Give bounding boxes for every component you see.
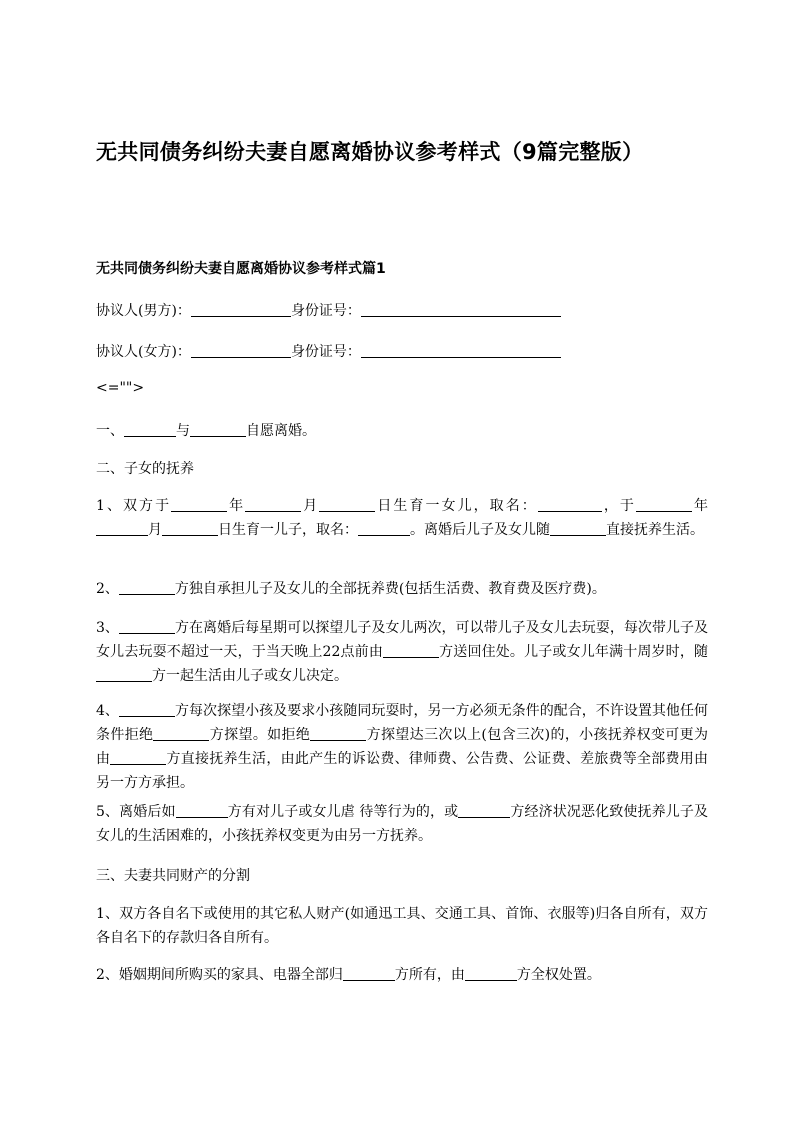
clause-text: 5、离婚后如 [96,804,176,820]
document-title: 无共同债务纠纷夫妻自愿离婚协议参考样式（9篇完整版） [96,140,644,164]
clause-1 [96,419,708,443]
male-party-line [96,299,708,323]
blank [153,724,209,741]
clause-2-5 [96,800,708,848]
clause-text: 方直接抚养生活，由此产生的诉讼费、律师费、公告费、公证费、差旅费等全部费用由另一方方承担。 [96,751,709,791]
blank [636,495,692,512]
clause-3-2 [96,963,708,987]
male-id-blank [361,300,561,317]
blank [124,420,176,437]
clause-text: 方探望达三次以上(包含三次)的，小孩抚养权变可更为由 [96,727,708,767]
clause-text: 3、 [96,620,119,636]
blank [96,519,148,536]
clause-text: 方经济状况恶化致使抚养儿子及女儿的生活困难的，小孩抚养权变更为由另一方抚养。 [96,804,708,844]
clause-text: 日生育一女儿，取名： [375,498,538,514]
clause-text: 方所有，由 [394,967,465,983]
clause-text: 方每次探望小孩及要求小孩随同玩耍时，另一方必须无条件的配合，不许设置其他任何条件拒绝 [96,703,708,743]
clause-text: 方全权处置。 [516,967,601,983]
blank [119,700,175,717]
clause-text: 方在离婚后每星期可以探望儿子及女儿两次，可以带儿子及女儿去玩耍，每次带儿子及女儿去玩耍不超过一天，于当天晚上22点前由 [96,620,708,660]
blank [319,495,375,512]
blank [190,420,246,437]
clause-2-1 [96,494,708,542]
clause-text: 方有对儿子或女儿虐 待等行为的，或 [227,804,459,820]
clause-text: 与 [176,423,190,439]
clause-text: 一、 [96,423,124,439]
clause-2-4 [96,699,708,795]
blank [465,964,517,981]
clause-2-3 [96,616,708,688]
clause-text: 月 [148,522,162,538]
female-name-blank [191,341,291,358]
clause-text: 方探望。如拒绝 [209,727,311,743]
female-party-line [96,340,708,364]
garbled-line: <=""> [96,380,145,396]
blank [245,495,301,512]
clause-text: 日生育一儿子，取名： [218,522,358,538]
blank [358,519,410,536]
clause-text: 。离婚后儿子及女儿随 [410,522,550,538]
clause-text: 年 [227,498,246,514]
female-id-blank [361,341,561,358]
male-name-blank [191,300,291,317]
blank [383,641,439,658]
clause-text: 年 [691,498,709,514]
male-party-label: 协议人(男方)： [96,303,191,319]
blank [119,617,175,634]
clause-text: 2、婚姻期间所购买的家具、电器全部归 [96,967,343,983]
clause-text: ，于 [601,498,636,514]
section-heading: 无共同债务纠纷夫妻自愿离婚协议参考样式篇1 [96,261,386,277]
female-party-label: 协议人(女方)： [96,344,191,360]
clause-text: 直接抚养生活。 [606,522,704,538]
blank [171,495,227,512]
blank [458,801,510,818]
clause-2-2 [96,577,708,601]
blank [110,748,166,765]
blank [310,724,366,741]
clause-3-1: 1、双方各自名下或使用的其它私人财产(如通迅工具、交通工具、首饰、衣服等)归各自所有，双方各自名下的存款归各自所有。 [96,906,708,946]
clause-2-heading: 二、子女的抚养 [96,461,194,477]
female-id-label: 身份证号： [290,344,361,360]
blank [119,578,175,595]
blank [176,801,228,818]
blank [162,519,218,536]
clause-text: 2、 [96,581,119,597]
clause-text: 4、 [96,703,119,719]
clause-text: 1、双方于 [96,498,172,514]
blank [550,519,606,536]
clause-text: 方独自承担儿子及女儿的全部抚养费(包括生活费、教育费及医疗费)。 [174,581,606,597]
clause-3-heading: 三、夫妻共同财产的分割 [96,868,250,884]
clause-text: 方一起生活由儿子或女儿决定。 [152,668,348,684]
male-id-label: 身份证号： [290,303,361,319]
clause-text: 自愿离婚。 [246,423,316,439]
clause-text: 方送回住处。儿子或女儿年满十周岁时，随 [438,644,708,660]
blank [343,964,395,981]
clause-text: 月 [301,498,320,514]
blank [538,495,602,512]
blank [96,665,152,682]
